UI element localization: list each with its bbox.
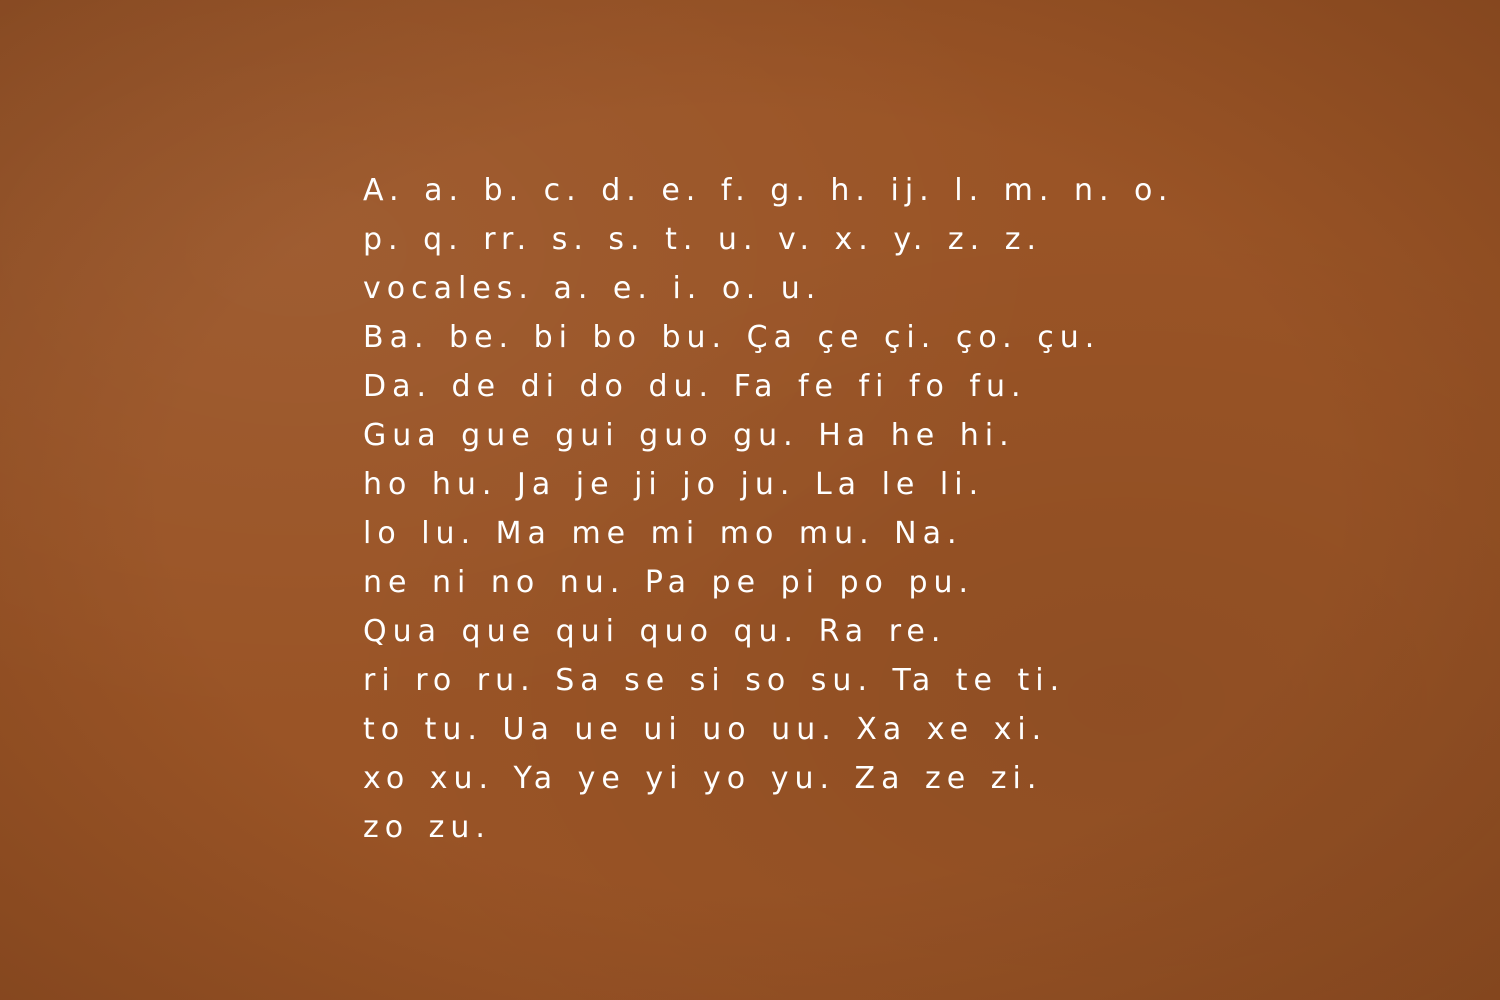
text-line-syllables-b-c: Ba. be. bi bo bu. Ça çe çi. ço. çu. <box>363 320 1101 355</box>
text-line-syllables-x-y-z: xo xu. Ya ye yi yo yu. Za ze zi. <box>363 761 1043 796</box>
text-line-syllables-t-u-x: to tu. Ua ue ui uo uu. Xa xe xi. <box>363 712 1048 747</box>
text-line-syllables-g-h: Gua gue gui guo gu. Ha he hi. <box>363 418 1015 453</box>
text-line-alphabet-2: p. q. rr. s. s. t. u. v. x. y. z. z. <box>363 222 1042 257</box>
text-line-syllables-l-m-n: lo lu. Ma me mi mo mu. Na. <box>363 516 963 551</box>
text-line-syllables-h-j-l: ho hu. Ja je ji jo ju. La le li. <box>363 467 985 502</box>
text-line-syllables-n-p: ne ni no nu. Pa pe pi po pu. <box>363 565 975 600</box>
text-line-syllables-z: zo zu. <box>363 810 491 845</box>
text-line-vowels: vocales. a. e. i. o. u. <box>363 271 822 306</box>
text-line-syllables-d-f: Da. de di do du. Fa fe fi fo fu. <box>363 369 1027 404</box>
alphabet-syllabary-text <box>363 166 1174 852</box>
text-line-syllables-r-s-t: ri ro ru. Sa se si so su. Ta te ti. <box>363 663 1066 698</box>
text-line-alphabet-1: A. a. b. c. d. e. f. g. h. ij. l. m. n. o. <box>363 173 1174 208</box>
text-line-syllables-q-r: Qua que qui quo qu. Ra re. <box>363 614 947 649</box>
